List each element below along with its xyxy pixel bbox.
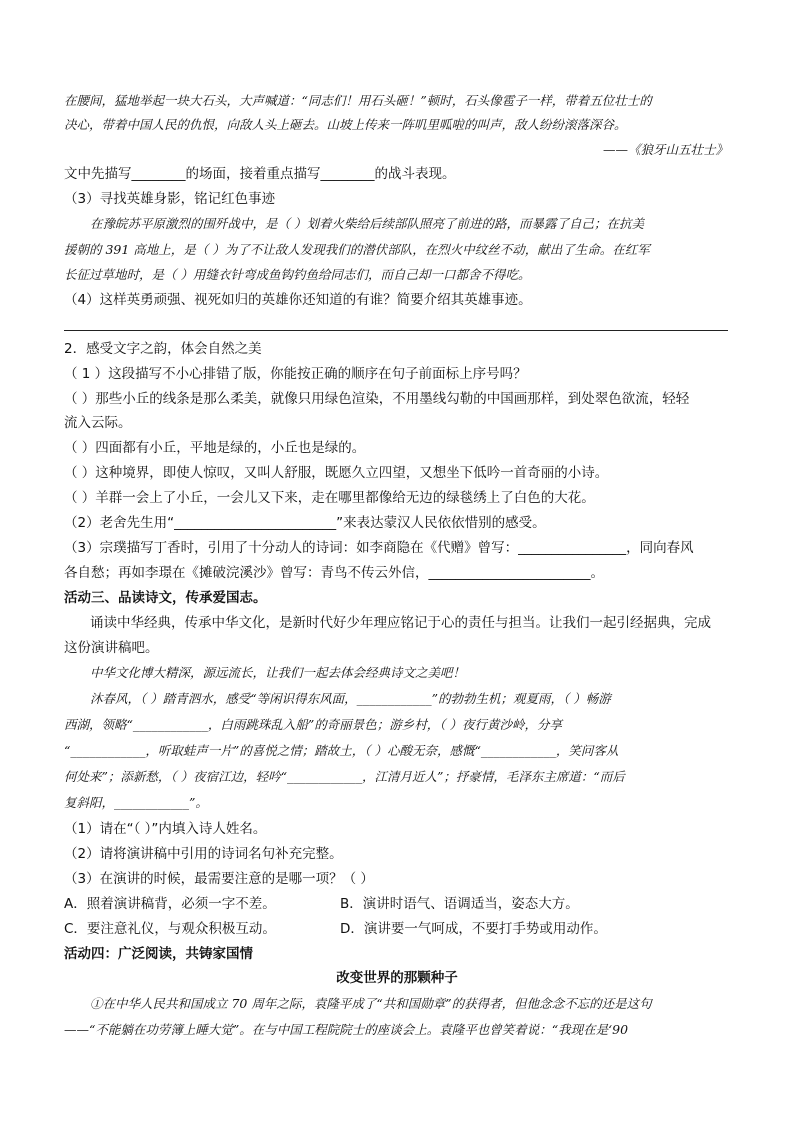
activity-3-intro: 诵读中华经典，传承中华文化，是新时代好少年理应铭记于心的责任与担当。让我们一起引经据典，完成: [90, 615, 711, 631]
activity-3-q1: （1）请在“（ ）”内填入诗人姓名。: [64, 821, 267, 837]
article-para: ①在中华人民共和国成立 70 周年之际，袁隆平成了“共和国勋章”的获得者，但他念念不忘的还是这句: [90, 996, 652, 1011]
option-c: C．要注意礼仪，与观众积极互动。: [64, 921, 276, 937]
option-b: B．演讲时语气、语调适当，姿态大方。: [340, 896, 579, 912]
excerpt-line: 决心，带着中国人民的仇恨，向敌人头上砸去。山坡上传来一阵叽里呱啦的叫声，敌人纷纷滚落深谷。: [64, 117, 627, 132]
answer-line: [64, 330, 728, 331]
subquestion-4: （4）这样英勇顽强、视死如归的英雄你还知道的有谁？简要介绍其英雄事迹。: [64, 292, 532, 308]
order-item-cont: 流入云际。: [64, 415, 132, 431]
q2-sub3-line: （3）宗璞描写丁香时，引用了十分动人的诗词：如李商隐在《代赠》曾写：________________，同向春风: [64, 540, 694, 556]
hero-line: 在豫皖苏平原激烈的围歼战中，是（ ）划着火柴给后续部队照亮了前进的路，而暴露了自己；在抗美: [90, 216, 644, 231]
speech-line: 复斜阳，____________”。: [64, 795, 208, 810]
q2-sub3-line: 各自愁；再如李璟在《摊破浣溪沙》曾写：青鸟不传云外信，________________________。: [64, 565, 604, 581]
article-title: 改变世界的那颗种子: [336, 970, 458, 986]
speech-line: 沐春风，（ ）踏青泗水，感受“等闲识得东风面，____________”的勃勃生机；观夏雨，（ ）畅游: [90, 691, 611, 706]
order-item: （ ）这种境界，即使人惊叹，又叫人舒服，既愿久立四望，又想坐下低吟一首奇丽的小诗。: [64, 465, 609, 481]
speech-line: 西湖，领略“____________，白雨跳珠乱入船”的奇丽景色；游乡村，（ ）夜行黄沙岭，分享: [64, 717, 563, 732]
order-item: （ ）四面都有小丘，平地是绿的，小丘也是绿的。: [64, 440, 366, 456]
option-a: A．照着演讲稿背，必须一字不差。: [64, 896, 276, 912]
order-item: （ ）羊群一会上了小丘，一会儿又下来，走在哪里都像给无边的绿毯绣上了白色的大花。: [64, 490, 595, 506]
activity-3-intro: 这份演讲稿吧。: [64, 640, 159, 656]
question-2-title: 2．感受文字之韵，体会自然之美: [64, 341, 262, 357]
article-para: ——“不能躺在功劳簿上睡大觉”。在与中国工程院院士的座谈会上。袁隆平也曾笑着说：“我现在是‘90: [64, 1022, 629, 1037]
activity-3-q3: （3）在演讲的时候，最需要注意的是哪一项？（ ）: [64, 871, 374, 887]
activity-3-q2: （2）请将演讲稿中引用的诗词名句补充完整。: [64, 846, 343, 862]
activity-4-heading: 活动四：广泛阅读，共铸家国情: [64, 946, 253, 962]
excerpt-source: ——《狼牙山五壮士》: [602, 142, 728, 157]
activity-3-heading: 活动三、品读诗文，传承爱国志。: [64, 590, 267, 606]
subquestion-title: （3）寻找英雄身影，铭记红色事迹: [64, 191, 276, 207]
speech-line: 中华文化博大精深，源远流长，让我们一起去体会经典诗文之美吧！: [90, 665, 466, 680]
option-d: D．演讲要一气呵成，不要打手势或用动作。: [340, 921, 607, 937]
q2-sub1: （ 1 ）这段描写不小心排错了版，你能按正确的顺序在句子前面标上序号吗？: [64, 366, 527, 382]
hero-line: 援朝的 391 高地上，是（ ）为了不让敌人发现我们的潜伏部队，在烈火中纹丝不动，献出了生命。在红军: [64, 242, 650, 257]
q2-sub2: （2）老舍先生用“________________________”来表达蒙汉人民依依惜别的感受。: [64, 515, 546, 531]
speech-line: “____________，听取蛙声一片”的喜悦之情；踏故土，（ ）心酸无奈，感慨“____________，笑问客从: [64, 743, 619, 758]
hero-line: 长征过草地时，是（ ）用缝衣针弯成鱼钩钓鱼给同志们，而自己却一口都舍不得吃。: [64, 267, 531, 282]
speech-line: 何处来”；添新愁，（ ）夜宿江边，轻吟“____________，江清月近人”；抒豪情，毛泽东主席道：“而后: [64, 769, 625, 784]
order-item: （ ）那些小丘的线条是那么柔美，就像只用绿色渲染，不用墨线勾勒的中国画那样，到处翠色欲流，轻轻: [64, 391, 690, 407]
excerpt-line: 在腰间，猛地举起一块大石头，大声喊道：“同志们！用石头砸！”顿时，石头像雹子一样，带着五位壮士的: [64, 93, 652, 108]
fill-in-line: 文中先描写________的场面，接着重点描写________的战斗表现。: [64, 166, 456, 182]
